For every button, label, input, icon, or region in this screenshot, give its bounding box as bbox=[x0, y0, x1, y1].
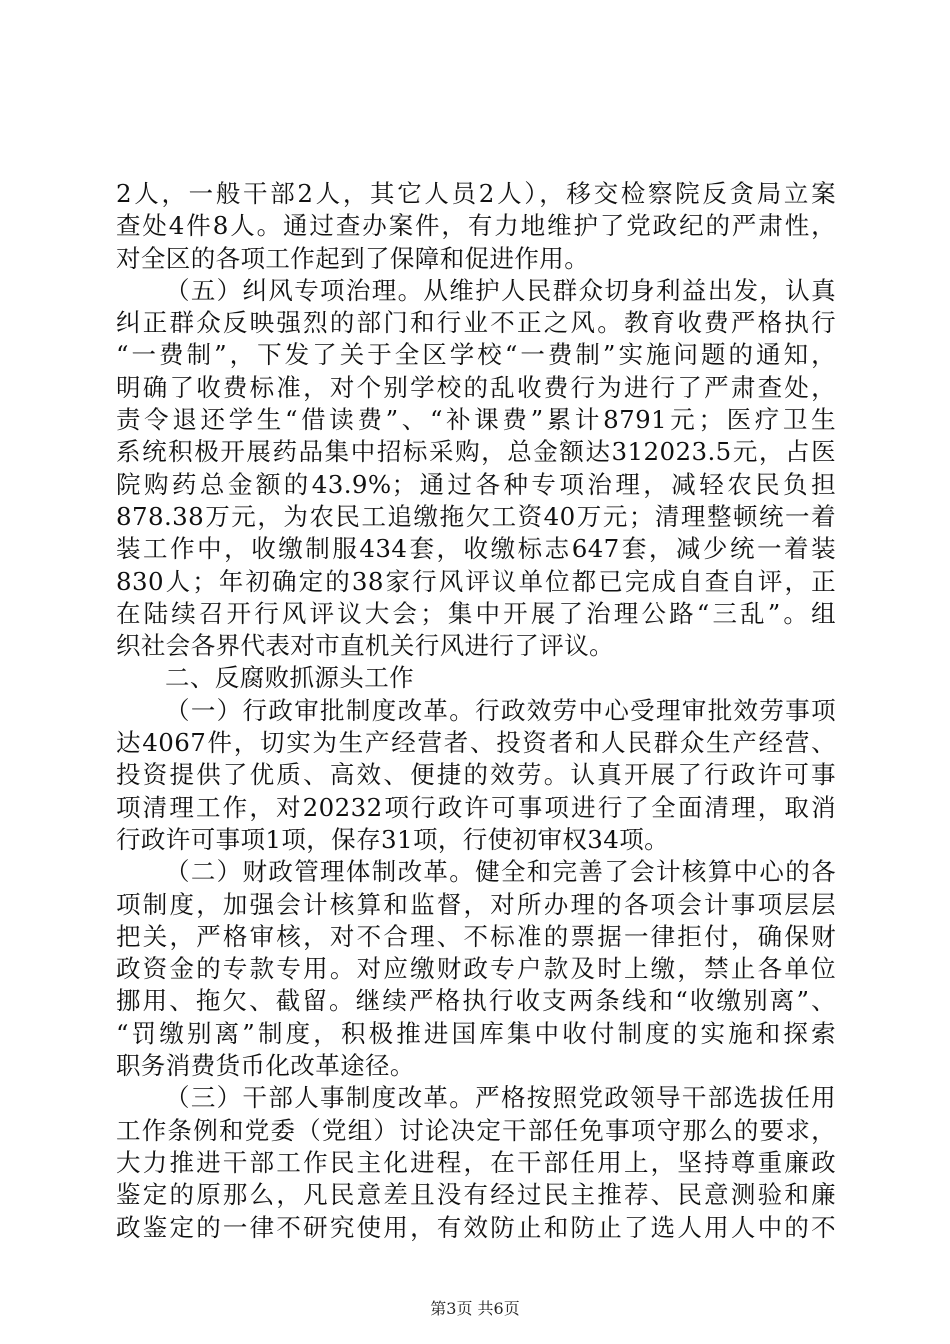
text-line: 鉴定的原那么，凡民意差且没有经过民主推荐、民意测验和廉 bbox=[116, 1180, 836, 1210]
document-body bbox=[116, 178, 836, 1244]
text-line: 878.38万元，为农民工追缴拖欠工资40万元；清理整顿统一着 bbox=[116, 501, 836, 531]
text-line: 工作条例和党委（党组）讨论决定干部任免事项守那么的要求， bbox=[116, 1115, 836, 1145]
text-line: 院购药总金额的43.9%；通过各种专项治理，减轻农民负担 bbox=[116, 469, 836, 499]
paragraph-start-line: （二）财政管理体制改革。健全和完善了会计核算中心的各 bbox=[165, 857, 836, 887]
text-line: 对全区的各项工作起到了保障和促进作用。 bbox=[116, 243, 590, 273]
text-line: “一费制”，下发了关于全区学校“一费制”实施问题的通知， bbox=[116, 340, 836, 370]
text-line: 2人，一般干部2人，其它人员2人），移交检察院反贪局立案 bbox=[116, 179, 836, 208]
text-line: 挪用、拖欠、截留。继续严格执行收支两条线和“收缴别离”、 bbox=[116, 986, 836, 1016]
text-line: 织社会各界代表对市直机关行风进行了评议。 bbox=[116, 631, 614, 661]
text-line: 把关，严格审核，对不合理、不标准的票据一律拒付，确保财 bbox=[116, 921, 836, 951]
page-number-footer: 第3页 共6页 bbox=[430, 1299, 520, 1318]
text-line: 830人；年初确定的38家行风评议单位都已完成自查自评，正 bbox=[116, 566, 836, 596]
text-line: 项制度，加强会计核算和监督，对所办理的各项会计事项层层 bbox=[116, 889, 836, 919]
text-line: 查处4件8人。通过查办案件，有力地维护了党政纪的严肃性， bbox=[116, 211, 836, 241]
text-line: 责令退还学生“借读费”、“补课费”累计8791元；医疗卫生 bbox=[116, 405, 836, 435]
text-line: 装工作中，收缴制服434套，收缴标志647套，减少统一着装 bbox=[116, 534, 836, 564]
paragraph-start-line: （五）纠风专项治理。从维护人民群众切身利益出发，认真 bbox=[165, 275, 836, 305]
paragraph-start-line: （三）干部人事制度改革。严格按照党政领导干部选拔任用 bbox=[165, 1083, 836, 1113]
text-line: 系统积极开展药品集中招标采购，总金额达312023.5元，占医 bbox=[116, 437, 836, 467]
text-line: 政资金的专款专用。对应缴财政专户款及时上缴，禁止各单位 bbox=[116, 954, 836, 984]
text-line: “罚缴别离”制度，积极推进国库集中收付制度的实施和探索 bbox=[116, 1018, 836, 1048]
text-line: 项清理工作，对20232项行政许可事项进行了全面清理，取消 bbox=[116, 792, 836, 822]
section-heading: 二、反腐败抓源头工作 bbox=[165, 663, 414, 693]
text-line: 大力推进干部工作民主化进程，在干部任用上，坚持尊重廉政 bbox=[116, 1147, 836, 1177]
text-line: 在陆续召开行风评议大会；集中开展了治理公路“三乱”。组 bbox=[116, 598, 836, 628]
text-line: 明确了收费标准，对个别学校的乱收费行为进行了严肃查处， bbox=[116, 372, 836, 402]
paragraph-start-line: （一）行政审批制度改革。行政效劳中心受理审批效劳事项 bbox=[165, 695, 836, 725]
text-line: 纠正群众反映强烈的部门和行业不正之风。教育收费严格执行 bbox=[116, 308, 836, 338]
text-line: 政鉴定的一律不研究使用，有效防止和防止了选人用人中的不 bbox=[116, 1212, 836, 1242]
text-line: 达4067件，切实为生产经营者、投资者和人民群众生产经营、 bbox=[116, 728, 836, 758]
text-line: 职务消费货币化改革途径。 bbox=[116, 1051, 415, 1081]
text-line: 投资提供了优质、高效、便捷的效劳。认真开展了行政许可事 bbox=[116, 760, 836, 790]
text-line: 行政许可事项1项，保存31项，行使初审权34项。 bbox=[116, 824, 670, 854]
